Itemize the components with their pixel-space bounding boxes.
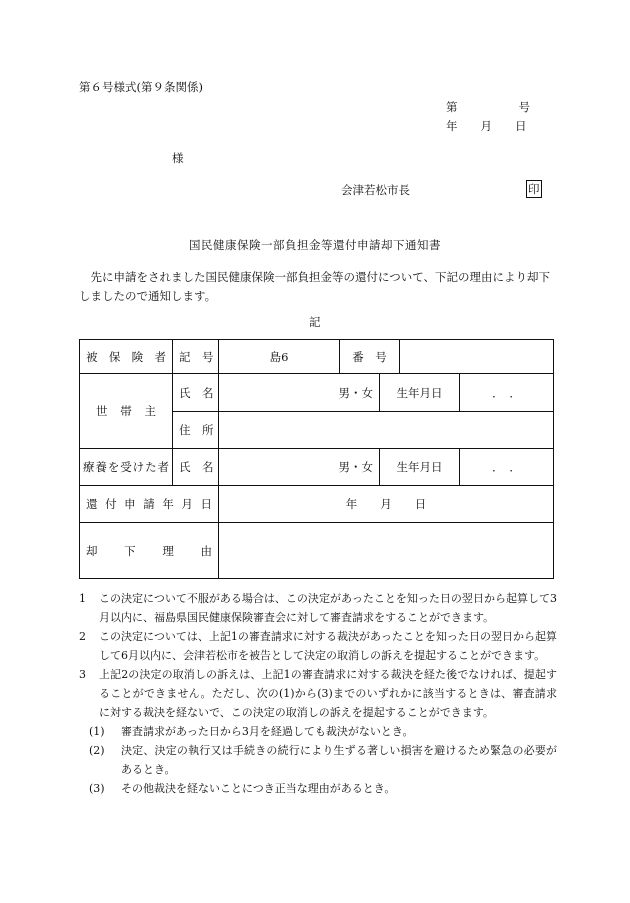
note-number: 1 <box>79 592 86 605</box>
document-title: 国民健康保険一部負担金等還付申請却下通知書 <box>189 238 441 252</box>
form-number: 第６号様式(第９条関係) <box>79 80 203 94</box>
subnote-number: (1) <box>89 725 105 738</box>
recipient-birth-label: 生年月日 <box>380 449 460 486</box>
subnote-text: その他裁決を経ないことにつき正当な理由があるとき。 <box>121 782 396 795</box>
note-item <box>79 589 557 627</box>
bango-label: 番 号 <box>340 340 400 374</box>
note-text: 上記2の決定の取消しの訴えは、上記1の審査請求に対する裁決を経た後でなければ、提起することができません。ただし、次の(1)から(3)までのいずれかに該当するときは、審査請求に対する裁決を経ないで、この決定の取消しの訴えを提起することができます。 <box>99 668 557 719</box>
ki-heading: 記 <box>309 315 321 329</box>
householder-address-value <box>219 412 554 449</box>
insured-label: 被保険者 <box>80 340 173 374</box>
note-text: この決定については、上記1の審査請求に対する裁決があったことを知った日の翌日から起算して6月以内に、会津若松市を被告として決定の取消しの訴えを提起することができます。 <box>99 630 557 662</box>
body-paragraph: 先に申請をされました国民健康保険一部負担金等の還付について、下記の理由により却下しましたので通知します。 <box>79 270 551 303</box>
document-number-label: 第 号 <box>446 100 530 114</box>
subnote-item <box>79 722 557 741</box>
note-text: この決定について不服がある場合は、この決定があったことを知った日の翌日から起算して3月以内に、福島県国民健康保険審査会に対して審査請求をすることができます。 <box>99 592 557 624</box>
date-label: 年 月 日 <box>446 119 527 133</box>
subnote-item <box>79 741 557 779</box>
note-number: 2 <box>79 630 86 643</box>
householder-label: 世帯主 <box>80 374 173 449</box>
kigo-label: 記 号 <box>173 340 219 374</box>
subnote-text: 審査請求があった日から3月を経過しても裁決がないとき。 <box>121 725 414 738</box>
subnote-item <box>79 779 557 798</box>
issuer-name: 会津若松市長 <box>341 183 410 197</box>
reason-label: 却下理由 <box>80 523 219 579</box>
note-item <box>79 627 557 665</box>
householder-name-label: 氏 名 <box>173 374 219 412</box>
kigo-value: 島6 <box>219 340 340 374</box>
addressee-suffix: 様 <box>172 151 184 165</box>
householder-birth-label: 生年月日 <box>380 374 460 412</box>
notes-section <box>79 589 557 798</box>
householder-sex: 男・女 <box>219 374 380 412</box>
note-item <box>79 665 557 722</box>
recipient-birth-value: ． ． <box>460 449 554 486</box>
note-number: 3 <box>79 668 86 681</box>
subnote-number: (2) <box>89 744 105 757</box>
request-date-value: 年 月 日 <box>219 486 554 523</box>
subnote-number: (3) <box>89 782 105 795</box>
application-table <box>79 339 554 579</box>
recipient-sex: 男・女 <box>219 449 380 486</box>
bango-value <box>400 340 554 374</box>
reason-value <box>219 523 554 579</box>
request-date-label: 還付申請年月日 <box>80 486 219 523</box>
subnote-text: 決定、決定の執行又は手続きの続行により生ずる著しい損害を避けるため緊急の必要があるとき。 <box>121 744 557 776</box>
householder-birth-value: ． ． <box>460 374 554 412</box>
seal-mark: 印 <box>528 182 540 196</box>
recipient-label: 療養を受けた者 <box>80 449 173 486</box>
householder-address-label: 住 所 <box>173 412 219 449</box>
recipient-name-label: 氏 名 <box>173 449 219 486</box>
